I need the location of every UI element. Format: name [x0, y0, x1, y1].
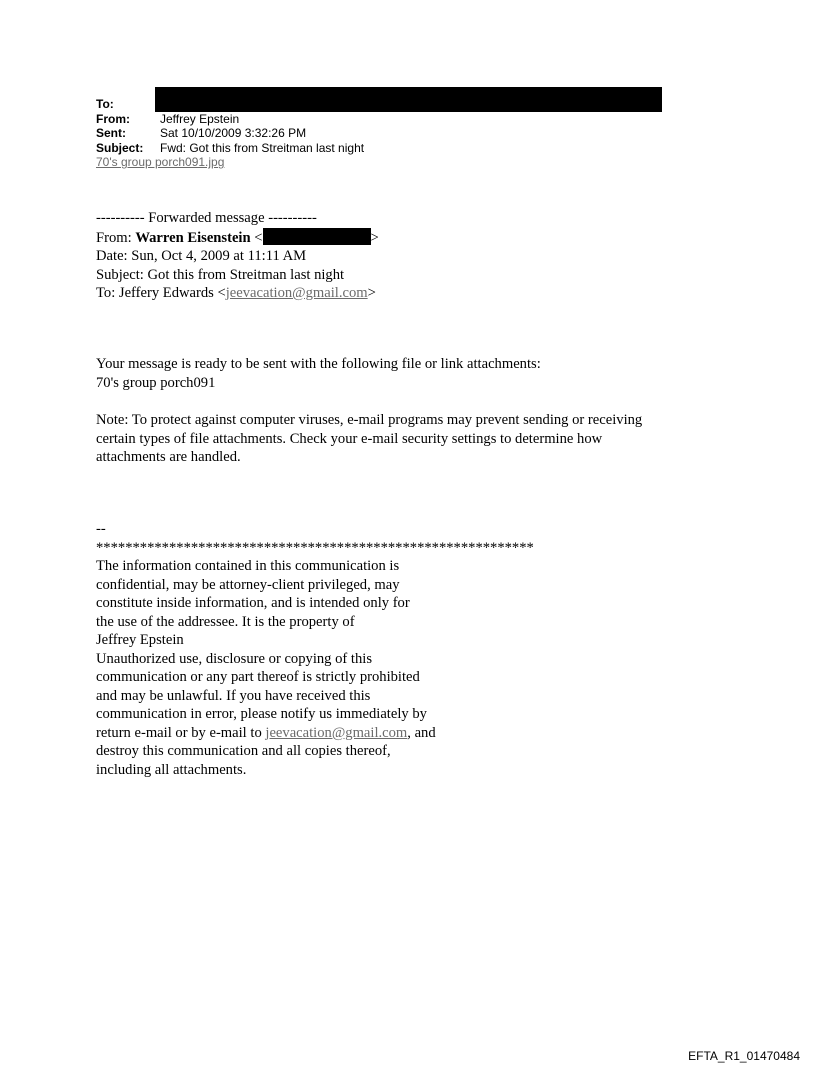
attachment-message — [96, 355, 541, 392]
email-header — [96, 97, 364, 170]
signature-line-10 — [96, 724, 534, 743]
header-subject-row — [96, 141, 364, 156]
sent-value: Sat 10/10/2009 3:32:26 PM — [160, 126, 307, 141]
signature-line-10-suffix: , and — [407, 724, 436, 741]
signature-line-7: communication or any part thereof is strictly prohibited — [96, 669, 420, 685]
signature-email-link[interactable]: jeevacation@gmail.com — [265, 724, 408, 741]
forwarded-date: Date: Sun, Oct 4, 2009 at 11:11 AM — [96, 248, 307, 264]
forwarded-from-prefix: From: — [96, 229, 136, 246]
note-line-3: attachments are handled. — [96, 449, 241, 465]
header-from-row — [96, 112, 364, 127]
forwarded-to-line — [96, 284, 379, 303]
to-label: To: — [96, 97, 114, 111]
message-line-2: 70's group porch091 — [96, 374, 216, 391]
sent-label: Sent: — [96, 126, 126, 141]
forwarded-message — [96, 209, 379, 303]
signature-dashes: -- — [96, 521, 106, 537]
header-to-row — [96, 97, 364, 112]
confidentiality-signature — [96, 520, 534, 779]
from-value: Jeffrey Epstein — [160, 111, 240, 126]
header-sent-row — [96, 126, 364, 141]
forwarded-from-lt: < — [250, 229, 263, 246]
forwarded-from-name: Warren Eisenstein — [135, 229, 251, 246]
subject-label: Subject: — [96, 140, 144, 155]
signature-line-6: Unauthorized use, disclosure or copying of this — [96, 650, 373, 667]
note-line-2: certain types of file attachments. Check your e-mail security settings to determine how — [96, 430, 603, 447]
security-note — [96, 411, 642, 467]
signature-line-1: The information contained in this communication is — [96, 558, 400, 574]
signature-line-11: destroy this communication and all copies thereof, — [96, 743, 391, 759]
message-line-1: Your message is ready to be sent with the following file or link attachments: — [96, 356, 541, 372]
forwarded-subject: Subject: Got this from Streitman last night — [96, 266, 345, 283]
note-line-1: Note: To protect against computer viruses, e-mail programs may prevent sending or receiving — [96, 412, 643, 428]
signature-line-8: and may be unlawful. If you have received this — [96, 687, 371, 704]
forwarded-from-gt: > — [370, 229, 379, 246]
forwarded-to-suffix: > — [367, 285, 376, 301]
document-id: EFTA_R1_01470484 — [688, 1049, 800, 1063]
signature-line-5: Jeffrey Epstein — [96, 632, 184, 648]
forwarded-divider: ---------- Forwarded message ---------- — [96, 210, 317, 226]
forwarded-to-prefix: To: Jeffery Edwards < — [96, 285, 226, 301]
from-label: From: — [96, 111, 130, 126]
subject-value: Fwd: Got this from Streitman last night — [160, 140, 365, 155]
signature-line-2: confidential, may be attorney-client privileged, may — [96, 576, 400, 593]
signature-line-9: communication in error, please notify us immediately by — [96, 706, 427, 722]
signature-line-3: constitute inside information, and is intended only for — [96, 595, 410, 611]
header-attachment-row — [96, 155, 364, 170]
signature-line-12: including all attachments. — [96, 761, 247, 778]
signature-line-10-prefix: return e-mail or by e-mail to — [96, 724, 266, 741]
redacted-sender-email — [263, 228, 371, 245]
signature-stars: ************************************************************ — [96, 539, 534, 556]
forwarded-from-line — [96, 228, 379, 248]
forwarded-to-email-link[interactable]: jeevacation@gmail.com — [225, 285, 368, 301]
attachment-link[interactable]: 70's group porch091.jpg — [96, 155, 225, 170]
signature-line-4: the use of the addressee. It is the property of — [96, 613, 355, 630]
